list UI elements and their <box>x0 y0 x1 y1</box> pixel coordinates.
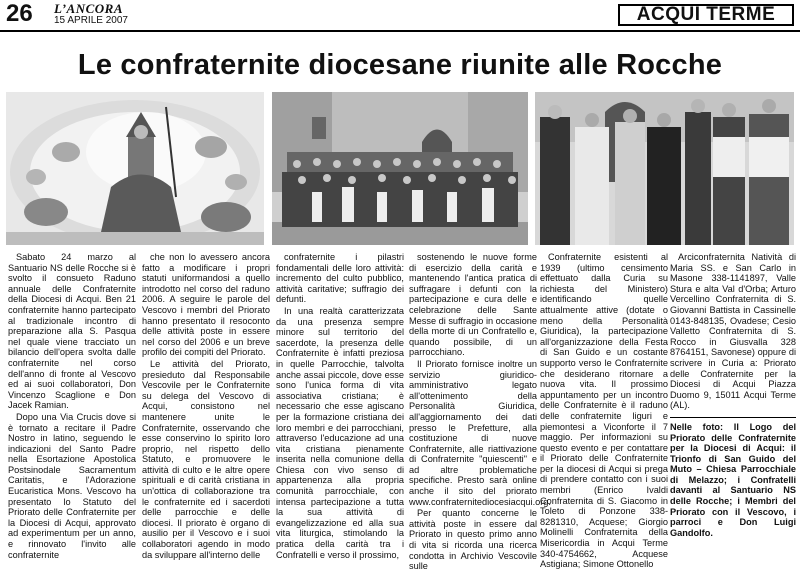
section-title: ACQUI TERME <box>618 4 794 26</box>
page-header <box>0 0 800 30</box>
paragraph: Per quanto concerne le attività poste in essere dal Priorato in questo primo anno di vita si ricorda una ricerca condotta in Archivio Vescovile sulle <box>409 508 537 572</box>
article-column-1 <box>8 252 136 560</box>
paragraph: In una realtà caratterizzata da una presenza sempre minore sul territorio del sacerdote, la presenza delle Confraternite è infatti preziosa in quelle Parrocchie, talvolta anche assai piccole, dove esse sono l'unica forma di vita associativa cristiana; è necessario che esse agiscano per la formazione cristiana dei loro membri e dei parrocchiani, attraverso l'educazione ad una vita cristiana pienamente inserita nella comunione della Chiesa con vivo senso di appartenenza alla propria comunità parrocchiale, con intensa partecipazione a tutta la sua attività di evangelizzazione ed alla sua vita liturgica, stimolando la pratica della carità tra i Confratelli e verso il prossimo, <box>276 305 404 560</box>
article-column-3 <box>276 252 404 560</box>
article-headline: Le confraternite diocesane riunite alle Rocche <box>77 49 723 81</box>
publication-date: 15 APRILE 2007 <box>54 15 128 26</box>
paragraph: Dopo una Via Crucis dove si è tornato a recitare il Padre Nostro in latino, seguendo le indicazioni del Santo Padre nella Esortazione Apostolica Postsinodale Sacramentum Caritatis, e l'Adorazione Eucaristica Mons. Vescovo ha presentato lo Statuto del Priorato delle Confraternite per la Diocesi di Acqui, approvato ad experimentum per un anno, e rinnovato l'invito alle confraternite <box>8 411 136 560</box>
page-number: 26 <box>6 0 33 27</box>
paragraph: Confraternite esistenti al 1939 (ultimo censimento effettuato dalla Curia su richiesta del Ministero) identificando quelle attualmente attive (dotate o meno della Personalità Giuridica), la partecipazione all'organizzazione della Festa di San Guido e un costante supporto verso le Confraternite che desiderano ritornare a nuova vita. Il prossimo appuntamento per un incontro delle Confraternite è il raduno delle confraternite liguri e piemontesi a Viconforte il 7 maggio. Per informazioni su questo evento e per contattare il Priorato delle Confraternite per la diocesi di Acqui si prega di prendere contatto con i suoi membri (Enrico Ivaldi Confraternita di S. Giacomo in Toleto di Ponzone 338-8281310, Acquese; Giorgio Molinelli Confraternita della Misericordia in Acqui Terme 340-4754662, Acquese Astigiana; Simone Ottonello <box>540 252 668 570</box>
paragraph: Il Priorato fornisce inoltre un servizio giuridico-amministrativo legato all'ottenimento della Personalità Giuridica, all'aggiornamento dei dati presso le Prefetture, alla costituzione di nuove Confraternite, alle riattivazione di Confraternite "quiescenti" e ad altre problematiche specifiche. Presto sarà online anche il sito del priorato www.confraternitediocesiacqui.org. <box>409 358 551 507</box>
photo-fresco <box>6 92 264 245</box>
header-rule <box>0 30 800 32</box>
members-photo-image <box>535 92 794 245</box>
photo-confratelli-group <box>272 92 528 245</box>
group-photo-image <box>272 92 528 245</box>
paragraph: confraternite i pilastri fondamentali delle loro attività: incremento del culto pubblico, attività caritative; suffragio dei defunti. <box>276 252 404 305</box>
masthead: L’ANCORA <box>54 1 124 16</box>
fresco-image <box>6 92 264 245</box>
article-column-4 <box>409 252 551 572</box>
paragraph: Arciconfraternita Natività di Maria SS. e San Carlo in Masone 338-1141897, Valle Stura e alta Val d'Orba; Arturo Vercellino Confraternita di S. Giovanni Battista in Cassinelle 0143-848135, Ovadese; Cesio Valletto Confraternita di S. Rocco in Giusvalla 328 8764151, Savonese) oppure di scrivere in Curia a: Priorato delle Confraternite per la Diocesi di Acqui Piazza Duomo 9, 15011 Acqui Terme (AL). <box>670 252 796 411</box>
photo-caption: Nelle foto: Il Logo del Priorato delle Confraternite per la Diocesi di Acqui: il Trionfo di San Guido del Muto – Chiesa Parrocchiale di Melazzo; i Confratelli davanti al Santuario NS delle Rocche; i Membri del Priorato con il Vescovo, i parroci e Don Luigi Gandolfo. <box>670 417 796 539</box>
paragraph: che non lo avessero ancora fatto a modificare i propri statuti uniformandosi a quello introdotto nel corso del raduno 2006. A seguire le parole del Vescovo i membri del Priorato hanno presentato il resoconto delle attività poste in essere nel corso del 2006 e un breve profilo dei compiti del Priorato. <box>142 252 270 358</box>
photo-priorato-members <box>535 92 794 245</box>
paragraph: Sabato 24 marzo al Santuario NS delle Rocche si è svolto il consueto Raduno annuale delle Confraternite della Diocesi di Acqui. Ben 21 confraternite hanno partecipato al tradizionale incontro di preparazione alla S. Pasqua nel quale viene tracciato un bilancio dell'opera svolta dalle confraternite nel corso dell'anno di fronte al Vescovo ed ai suoi collaboratori, Don Vincenzo Scaglione e Don Jacek Ramian. <box>8 252 136 411</box>
paragraph: Le attività del Priorato, presieduto dal Responsabile Vescovile per le Confraternite su delega del Vescovo di Acqui, consistono nel mantenere unite le Confraternite, osservando che esse conservino lo spirito loro proprio, nel rispetto dello Statuto, e promuovere le attività di culto e le altre opere spirituali e di carità cristiana in un'ottica di collaborazione tra le confraternite ed i sacerdoti delle parrocchie e delle diocesi. Il priorato è organo di ausilio per il Vescovo e i suoi collaboratori agendo in modo da sviluppare all'interno delle <box>142 358 270 560</box>
article-column-6 <box>670 252 796 538</box>
article-column-2 <box>142 252 270 560</box>
paragraph: sostenendo le nuove forme di esercizio della carità e mantenendo l'antica pratica di suffragare i defunti con la partecipazione e cura delle e celebrazione delle Sante Messe di suffragio in occasione della morte di un Confratello e, quando possibile, di un parrocchiano. <box>409 252 538 358</box>
article-column-5 <box>540 252 668 570</box>
